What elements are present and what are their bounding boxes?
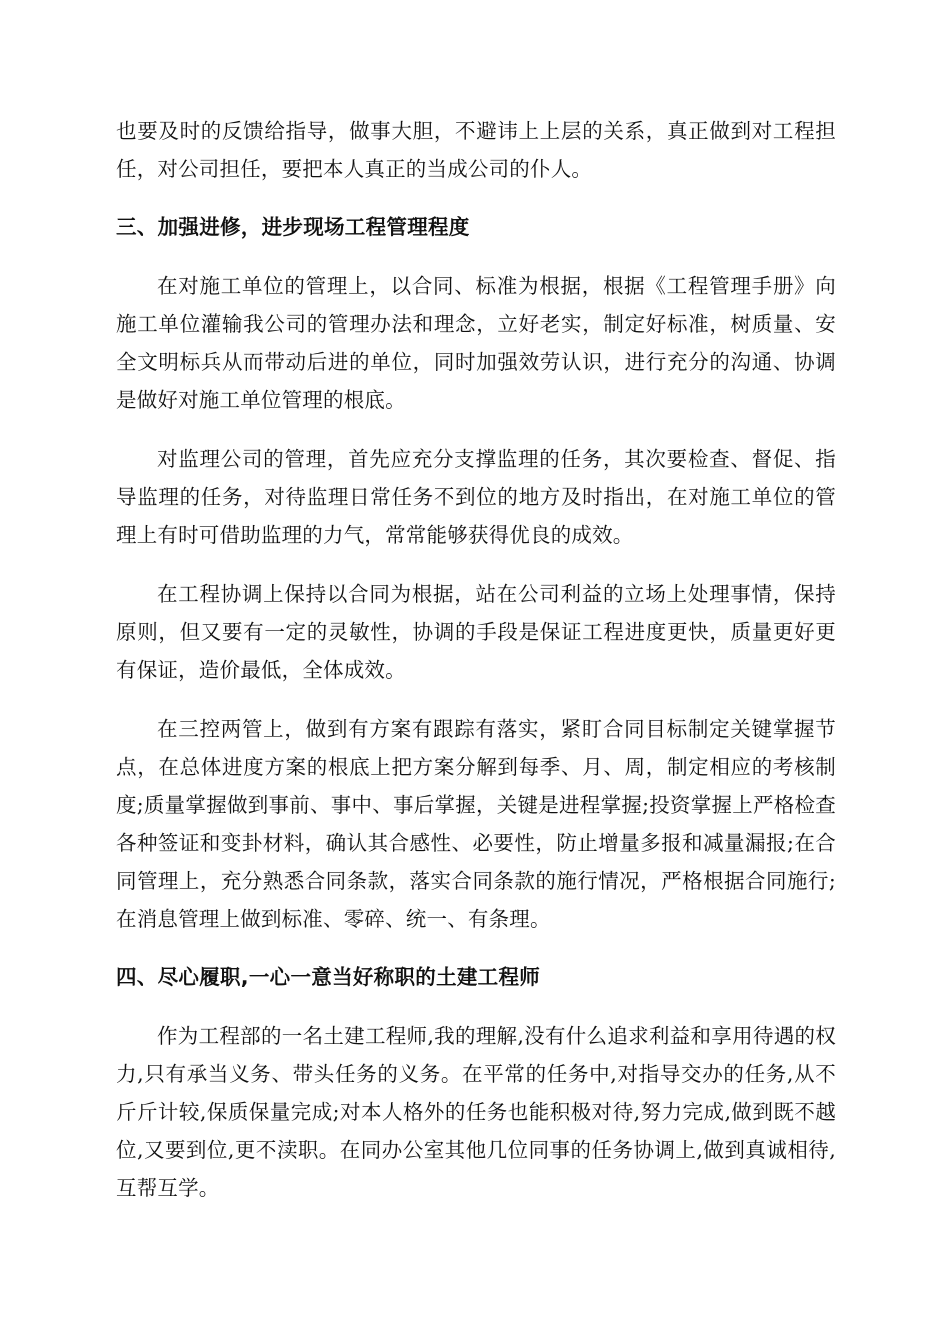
section-3-paragraph-4: 在三控两管上，做到有方案有跟踪有落实，紧盯合同目标制定关键掌握节点，在总体进度方案的根底上把方案分解到每季、月、周，制定相应的考核制度;质量掌握做到事前、事中、事后掌握，关键是进程掌握;投资掌握上严格检查各种签证和变卦材料，确认其合感性、必要性，防止增量多报和减量漏报;在合同管理上，充分熟悉合同条款，落实合同条款的施行情况，严格根据合同施行;在消息管理上做到标准、零碎、统一、有条理。 xyxy=(116,717,836,931)
section-3-paragraph-1: 在对施工单位的管理上，以合同、标准为根据，根据《工程管理手册》向施工单位灌输我公司的管理办法和理念，立好老实，制定好标准，树质量、安全文明标兵从而带动后进的单位，同时加强效劳认识，进行充分的沟通、协调是做好对施工单位管理的根底。 xyxy=(116,274,836,412)
section-4-paragraph-1: 作为工程部的一名土建工程师,我的理解,没有什么追求利益和享用待遇的权力,只有承当义务、带头任务的义务。在平常的任务中,对指导交办的任务,从不斤斤计较,保质保量完成;对本人格外的任务也能积极对待,努力完成,做到既不越位,又要到位,更不渎职。在同办公室其他几位同事的任务协调上,做到真诚相待,互帮互学。 xyxy=(116,1024,836,1200)
section-3-heading: 三、加强进修，进步现场工程管理程度 xyxy=(116,215,470,239)
intro-paragraph: 也要及时的反馈给指导，做事大胆，不避讳上上层的关系，真正做到对工程担任，对公司担任，要把本人真正的当成公司的仆人。 xyxy=(116,119,836,181)
section-3-paragraph-3: 在工程协调上保持以合同为根据，站在公司利益的立场上处理事情，保持原则，但又要有一定的灵敏性，协调的手段是保证工程进度更快，质量更好更有保证，造价最低，全体成效。 xyxy=(116,582,836,682)
document-page xyxy=(116,112,836,1207)
section-3-paragraph-2: 对监理公司的管理，首先应充分支撑监理的任务，其次要检查、督促、指导监理的任务，对待监理日常任务不到位的地方及时指出，在对施工单位的管理上有时可借助监理的力气，常常能够获得优良的成效。 xyxy=(116,447,836,547)
section-4-heading: 四、尽心履职,一心一意当好称职的土建工程师 xyxy=(116,965,541,989)
